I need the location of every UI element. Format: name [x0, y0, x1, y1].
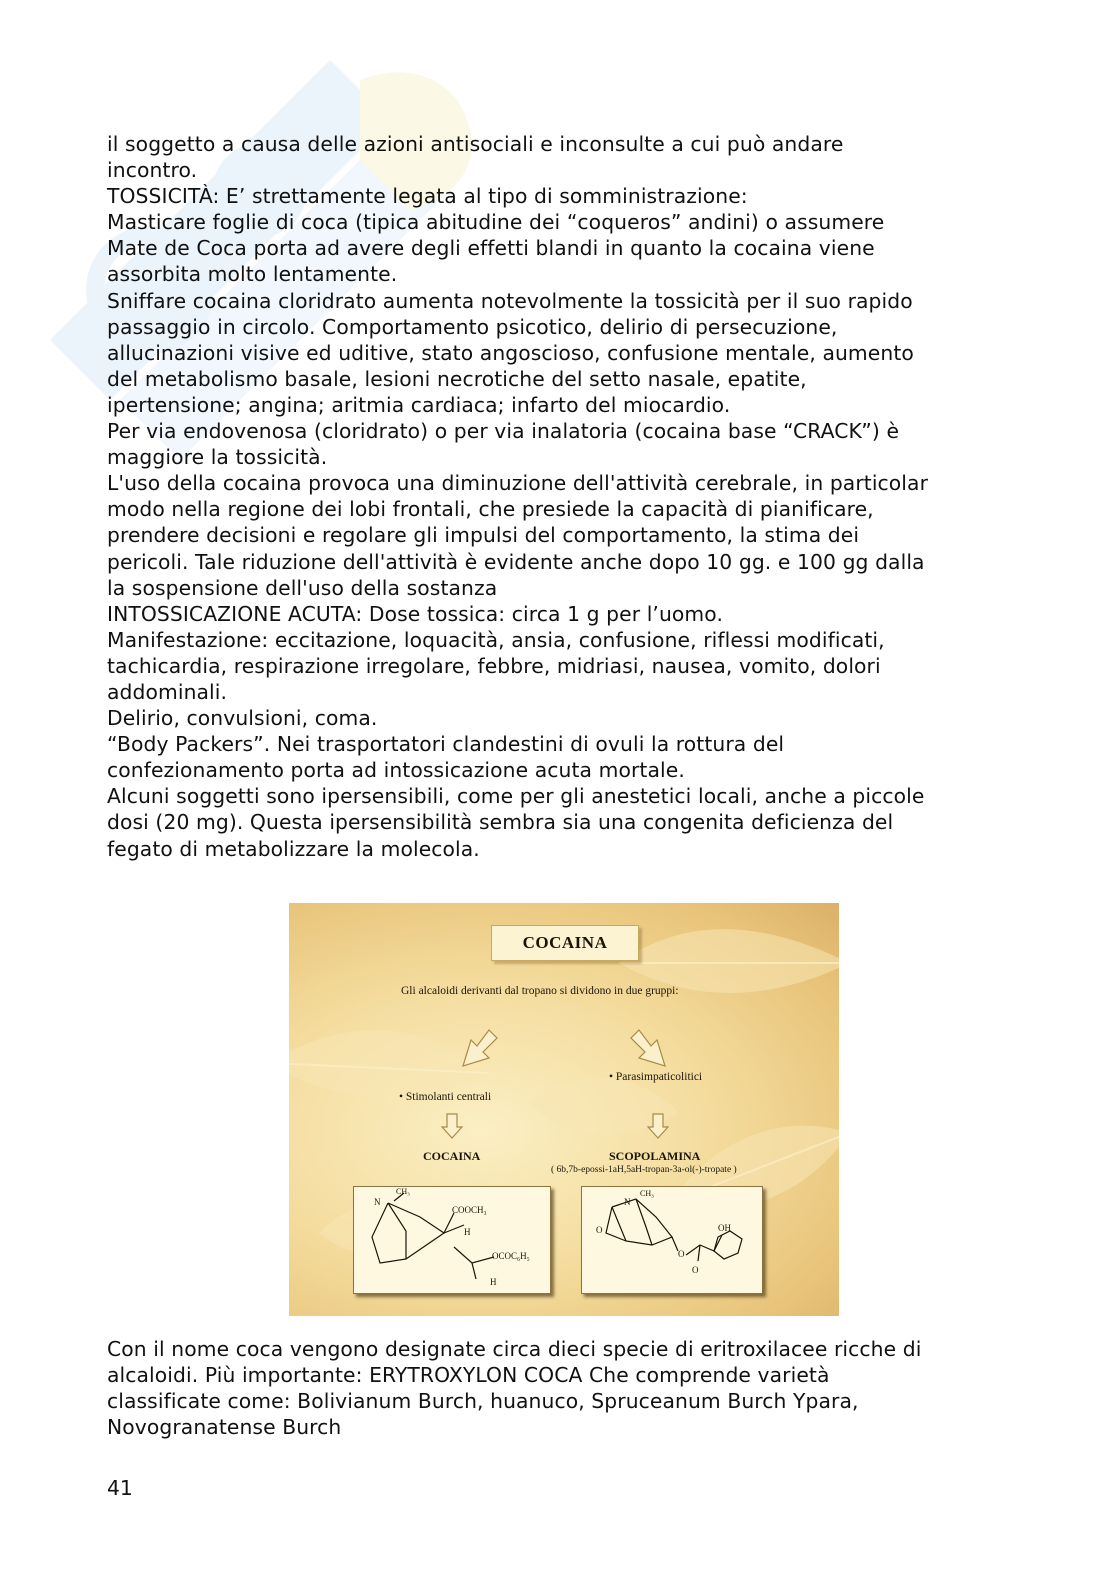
arrow-down-icon: [441, 1113, 463, 1139]
paragraph-line: Novogranatense Burch: [107, 1415, 342, 1440]
paragraph-line: Sniffare cocaina cloridrato aumenta notevolmente la tossicità per il suo rapido: [107, 288, 913, 313]
paragraph-line: prendere decisioni e regolare gli impulsi del comportamento, la stima dei: [107, 523, 860, 548]
cocaine-structure: [353, 1186, 551, 1294]
arrow-down-left-icon: [459, 1028, 499, 1070]
paragraph-line: allucinazioni visive ed uditive, stato angoscioso, confusione mentale, aumento: [107, 340, 914, 365]
scopolamine-structure: [581, 1186, 763, 1294]
paragraph-line: classificate come: Bolivianum Burch, huanuco, Spruceanum Burch Ypara,: [107, 1389, 859, 1414]
atom-h: H: [464, 1227, 471, 1237]
paragraph-line: Con il nome coca vengono designate circa dieci specie di eritroxilacee ricche di: [107, 1337, 922, 1361]
paragraph-line: modo nella regione dei lobi frontali, che presiede la capacità di pianificare,: [107, 497, 874, 522]
group-parasimpaticolitici: • Parasimpaticolitici: [609, 1071, 703, 1083]
slide-intro: Gli alcaloidi derivanti dal tropano si dividono in due gruppi:: [401, 985, 679, 997]
body-text-bottom: [107, 1336, 1012, 1440]
paragraph-line: incontro.: [107, 158, 198, 183]
paragraph-line: del metabolismo basale, lesioni necrotiche del setto nasale, epatite,: [107, 366, 807, 391]
atom-ococ6h5: OCOC₆H₅: [492, 1251, 530, 1261]
atom-n: N: [374, 1197, 381, 1207]
paragraph-line: confezionamento porta ad intossicazione acuta mortale.: [107, 758, 685, 783]
paragraph-line: L'uso della cocaina provoca una diminuzione dell'attività cerebrale, in particolar: [107, 471, 929, 496]
paragraph-line: “Body Packers”. Nei trasportatori clandestini di ovuli la rottura del: [107, 732, 785, 757]
body-text-top: [107, 131, 1012, 862]
paragraph-line: Alcuni soggetti sono ipersensibili, come per gli anestetici locali, anche a piccole: [107, 784, 925, 809]
atom-o: O: [692, 1265, 699, 1275]
compound-cocaina: COCAINA: [423, 1149, 481, 1163]
arrow-down-icon: [647, 1113, 669, 1139]
cocaine-molecule-diagram: [354, 1187, 550, 1293]
group-stimolanti: • Stimolanti centrali: [399, 1091, 492, 1103]
paragraph-line: Masticare foglie di coca (tipica abitudine dei “coqueros” andini) o assumere: [107, 210, 885, 235]
paragraph-line: INTOSSICAZIONE ACUTA: Dose tossica: circa 1 g per l’uomo.: [107, 601, 723, 626]
paragraph-line: la sospensione dell'uso della sostanza: [107, 575, 498, 600]
arrow-down-right-icon: [629, 1028, 669, 1070]
atom-h: H: [490, 1277, 497, 1287]
atom-oh: OH: [718, 1223, 731, 1233]
paragraph-line: ipertensione; angina; aritmia cardiaca; infarto del miocardio.: [107, 392, 731, 417]
atom-ch3: CH₃: [396, 1187, 410, 1196]
paragraph-line: Manifestazione: eccitazione, loquacità, ansia, confusione, riflessi modificati,: [107, 627, 885, 652]
paragraph-line: assorbita molto lentamente.: [107, 262, 398, 287]
cocaine-slide-image: [289, 903, 839, 1316]
paragraph-line: alcaloidi. Più importante: ERYTROXYLON COCA Che comprende varietà: [107, 1363, 830, 1388]
atom-cooch3: COOCH₃: [452, 1205, 487, 1215]
paragraph-line: fegato di metabolizzare la molecola.: [107, 836, 480, 861]
paragraph-line: Delirio, convulsioni, coma.: [107, 706, 378, 731]
paragraph-line: dosi (20 mg). Questa ipersensibilità sembra sia una congenita deficienza del: [107, 810, 894, 835]
paragraph-line: addominali.: [107, 679, 228, 704]
paragraph-line: pericoli. Tale riduzione dell'attività è evidente anche dopo 10 gg. e 100 gg dalla: [107, 549, 925, 574]
scopolamina-iupac: ( 6b,7b-epossi-1aH,5aH-tropan-3a-ol(-)-tropate ): [551, 1165, 737, 1175]
page-number: 41: [107, 1476, 133, 1500]
atom-o: O: [678, 1249, 685, 1259]
paragraph-line: il soggetto a causa delle azioni antisociali e inconsulte a cui può andare: [107, 132, 844, 156]
paragraph-line: TOSSICITÀ: E’ strettamente legata al tipo di somministrazione:: [107, 184, 748, 209]
atom-ch3: CH₃: [640, 1189, 654, 1198]
slide-title: COCAINA: [491, 925, 639, 961]
atom-n: N: [624, 1197, 631, 1207]
atom-o: O: [596, 1225, 603, 1235]
paragraph-line: tachicardia, respirazione irregolare, febbre, midriasi, nausea, vomito, dolori: [107, 653, 881, 678]
scopolamine-molecule-diagram: [582, 1187, 762, 1293]
paragraph-line: Per via endovenosa (cloridrato) o per via inalatoria (cocaina base “CRACK”) è: [107, 419, 900, 444]
paragraph-line: maggiore la tossicità.: [107, 445, 328, 470]
compound-scopolamina: SCOPOLAMINA: [609, 1149, 701, 1163]
paragraph-line: passaggio in circolo. Comportamento psicotico, delirio di persecuzione,: [107, 314, 838, 339]
paragraph-line: Mate de Coca porta ad avere degli effetti blandi in quanto la cocaina viene: [107, 236, 875, 261]
